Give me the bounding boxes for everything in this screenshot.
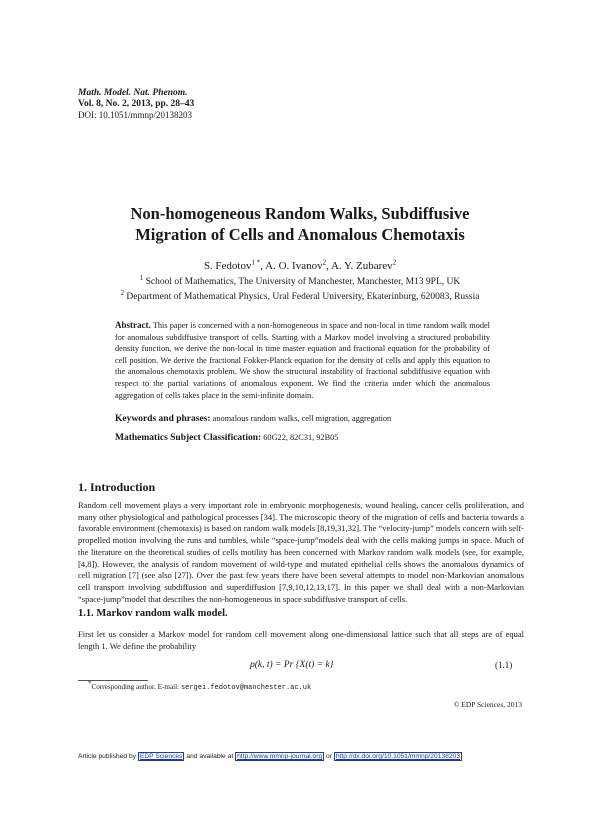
publication-or: or (326, 753, 332, 760)
copyright: © EDP Sciences, 2013 (453, 700, 522, 709)
keywords-text: anomalous random walks, cell migration, aggregation (212, 414, 392, 423)
journal-volume: Vol. 8, No. 2, 2013, pp. 28–43 (78, 99, 195, 109)
journal-header (78, 88, 194, 121)
author-fedotov: S. Fedotov (203, 260, 252, 272)
paper-title (60, 203, 540, 245)
title-line-2: Migration of Cells and Anomalous Chemotaxis (135, 225, 465, 244)
abstract (115, 320, 490, 401)
author-ivanov-marker: 2 (322, 258, 327, 267)
affiliation-1-text: School of Mathematics, The University of Manchester, Manchester, M13 9PL, UK (145, 277, 461, 287)
title-line-1: Non-homogeneous Random Walks, Subdiffusive (130, 204, 470, 223)
author-fedotov-marker: 1 * (251, 258, 261, 267)
affiliation-1 (40, 273, 560, 287)
msc-text: 60G22, 82C31, 92B05 (263, 433, 339, 442)
journal-url-link[interactable]: http://www.mmnp-journal.org (237, 753, 323, 760)
keywords-label: Keywords and phrases: (115, 414, 211, 424)
doi-link[interactable]: http://dx.doi.org/10.1051/mmnp/20138203 (335, 753, 461, 760)
author-zubarev-marker: 2 (392, 258, 397, 267)
msc-label: Mathematics Subject Classification: (115, 433, 262, 443)
publication-mid: and available at (186, 753, 234, 760)
author-zubarev: , A. Y. Zubarev (326, 260, 393, 272)
affiliation-2-text: Department of Mathematical Physics, Ural Federal University, Ekaterinburg, 620083, Russia (126, 292, 480, 302)
footnote-marker: * (88, 679, 92, 688)
subsection-heading-markov: 1.1. Markov random walk model. (78, 608, 228, 619)
abstract-label: Abstract. (115, 320, 151, 330)
journal-doi: DOI: 10.1051/mmnp/20138203 (78, 110, 192, 120)
msc-classification (115, 433, 495, 443)
journal-name: Math. Model. Nat. Phenom. (78, 88, 188, 98)
abstract-text: This paper is concerned with a non-homogeneous in space and non-local in time random walk model for anomalous subdiffusive transport of cells. Starting with a Markov model involving a structured probability density function, we derive the non-local in time master equation and fractional equation for the probability of cell position. We derive the fractional Fokker-Planck equation for the density of cells and apply this equation to the anomalous chemotaxis problem. We show the structural instability of fractional subdiffusive equation with respect to the partial variations of anomalous exponent. We find the criteria under which the anomalous aggregation of cells takes place in the semi-infinite domain. (115, 321, 490, 400)
footnote (88, 679, 312, 692)
section-heading-introduction: 1. Introduction (78, 480, 156, 494)
publication-line (78, 753, 462, 760)
author-ivanov: , A. O. Ivanov (260, 260, 323, 272)
publication-prefix: Article published by (78, 753, 136, 760)
affiliation-2 (40, 288, 560, 302)
markov-paragraph: First let us consider a Markov model for random cell movement along one-dimensional lattice such that all steps are of equal length 1. We define the probability (78, 629, 524, 651)
footnote-label: Corresponding author. E-mail: (91, 683, 180, 691)
keywords (115, 414, 495, 424)
footnote-email[interactable]: sergei.fedotov@manchester.ac.uk (180, 684, 312, 692)
publisher-link[interactable]: EDP Sciences (139, 753, 183, 760)
affiliation-2-marker: 2 (120, 288, 125, 297)
introduction-paragraph: Random cell movement plays a very important role in embryonic morphogenesis, wound healing, cancer cells proliferation, and many other physiological and pathological processes [34]. The microscopic theory of the migration of cells and bacteria towards a favorable environment (chemotaxis) is based on random walk models [8,19,31,32]. The “velocity-jump” models concern with self-propelled motion involving the runs and tumbles, while “space-jump”models deal with the cells making jumps in space. Much of the literature on the theoretical studies of cells motility has been concerned with Markov random walk models (see, for example, [4,8]). However, the analysis of random movement of wild-type and mutated epithelial cells shows the anomalous dynamics of cell migration [7] (see also [27]). Over the past few years there have been several attempts to model non-Markovian anomalous cell transport involving subdiffusion and superdiffusion [7,9,10,12,13,17]. In this paper we shall deal with a non-Markovian “space-jump”model that describes the non-homogeneous in space subdiffusive transport of cells. (78, 500, 524, 604)
equation-1-1: p(k, t) = Pr {X(t) = k} (250, 660, 334, 670)
author-list (60, 260, 540, 272)
affiliation-1-marker: 1 (139, 273, 144, 282)
equation-number: (1.1) (495, 660, 513, 670)
